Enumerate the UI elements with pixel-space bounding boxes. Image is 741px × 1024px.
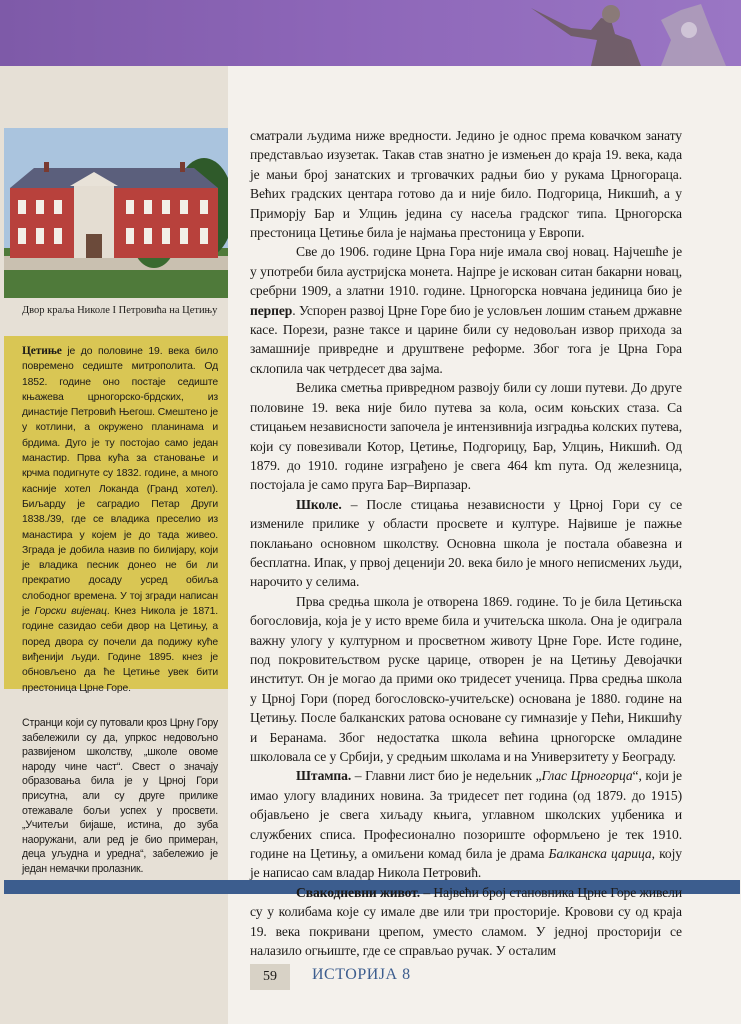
section-heading-daily-life: Свакодневни живот.	[296, 884, 421, 900]
paragraph-press: Штампа. – Главни лист био је недељник „Глас Црногорца“, који је имао улогу владиних новина. За тридесет пет година (од 1879. до 1915) објављено је свега хиљаду књига, углавном школских уџбеника и службених списа. Професионално позориште оформљено је тек 1910. године на Цетињу, а омиљени комад била је драма Балканска царица, коју је написао сам владар Никола Петровић.	[250, 768, 683, 881]
cetinje-info-box: Цетиње је до половине 19. века било повремено седиште митрополита. Од 1852. године оно постаје седиште књажева црногорско-брдских, из династије Петровић Његош. Смештено је у котлини, а окружено планинама и брдима. Дуго је ту постојао само један манастир. Прва кућа за становање и крчма подигнуте су 1832. године, а много касније хотел Локанда (Гранд хотел). Биљарду је саградио Петар Други 1838./39, где се владика преселио из манастира у којем је до тада живео. Зграда је добила назив по билијару, који је владика песник донео не би ли прекратио досаду усред обиља слободног времена. У тој згради написан је Горски вијенац. Кнез Никола је 1871. године сазидао себи двор на Цетињу, а поред двора су почели да подижу куће виђенији људи. Године 1895. кнез је обновљено да ће Цетиње увек бити престоница Црне Горе.	[22, 345, 218, 694]
paragraph-secondary-schools: Прва средња школа је отворена 1869. године. То је била Цетињска богословија, која је у исто време била и учитељска школа. Она је одиграла важну улогу у културном и просветном животу Црне Горе. Исте године, под покровитељством руске царице, отворен је на Цетињу Девојачки институт. Он је могао да прими око тридесет ученица. Прва средња школа у Црној Гори (поред богословско-учитељске) основана је 1880. године на Цетињу. После балканских ратова основане су гимназије у Пећи, Никшићу и Беранама. Због недостатка школа већина црногорске омладине школовала се у Србији, у средњим школама и на Универзитету у Београду.	[250, 593, 682, 764]
paragraph-currency: Све до 1906. године Црна Гора није имала свој новац. Најчешће је у употреби била аустријска монета. Најпре је искован ситан бакарни новац, сребрни 1909, а златни 1910. године. Црногорска новчана јединица био је перпер. Успорен развој Црне Горе био је условљен лошим стањем државне касе. Порези, разне таксе и царине били су недовољан извор прихода за замашније привредне и друштвене реформе. Због тога је Црна Гора склопила чак четрдесет два зајма.	[250, 244, 682, 376]
photo-caption: Двор краља Николе I Петровића на Цетињу	[22, 305, 218, 316]
section-heading-schools: Школе.	[296, 496, 342, 512]
info-box-lead: Цетиње	[22, 345, 62, 357]
statue-icon	[511, 0, 741, 66]
paragraph-roads: Велика сметња привредном развоју били су лоши путеви. До друге половине 19. века није било путева за кола, осим коњских стаза. Са стицањем независности започела је интензивнија изградња колских путева, који су повезивали Котор, Цетиње, Подгорицу, Бар, Улцињ, Никшић. Од 1879. до 1910. године изграђено је свега 464 km пута. Од железница, постојала је само пруга Бар–Вирпазар.	[250, 380, 682, 493]
book-title: ИСТОРИЈА 8	[312, 966, 411, 983]
travellers-note: Странци који су путовали кроз Црну Гору забележили су да, упркос недовољно развијеном школству, „школе овоме народу чине част“. Свест о значају образовања била је у Црној Гори присутна, али су друге прилике отежавале бољи успех у просвети. „Учитељи бијаше, истина, до зуба наоружани, али ред је био примеран, деца уљудна и уредна“, забележио је један немачки пролазник.	[22, 717, 218, 875]
paragraph: сматрали људима ниже вредности. Једино је однос према ковачком занату представљао изузетак. Такав став знатно је измењен до краја 19. века, када је мањи број занатских и трговачких радњи био у рукама Црногораца. Већих градских центара готово да и није било. Подгорица, Никшић, а у Приморју Бар и Улцињ једина су насеља градског типа. Црногорска престоница Цетиње била је најмања престоница у Европи.	[250, 128, 682, 241]
paragraph-schools: Школе. – После стицања независности у Црној Гори су се изменилe прилике у области просвете и културе. Највише је пажње поклањано основном школству. Основна школа је постала обавезна и бесплатна. Ипак, у првој деценији 20. века било је много неписмених људи, нарочито у селима.	[250, 496, 682, 590]
section-heading-press: Штампа.	[296, 768, 352, 784]
paragraph-daily-life: Свакодневни живот. – Највећи број становника Црне Горе живели су у колибама које су имале две или три просторије. Кровови су од краја 19. века покривани црепом, уместо сламом. У једној просторији се налазило огњиште, где се справљао ручак. У осталим	[250, 884, 683, 959]
page-number: 59	[250, 964, 290, 990]
royal-palace-photo	[4, 128, 228, 298]
main-text-column	[250, 126, 682, 960]
